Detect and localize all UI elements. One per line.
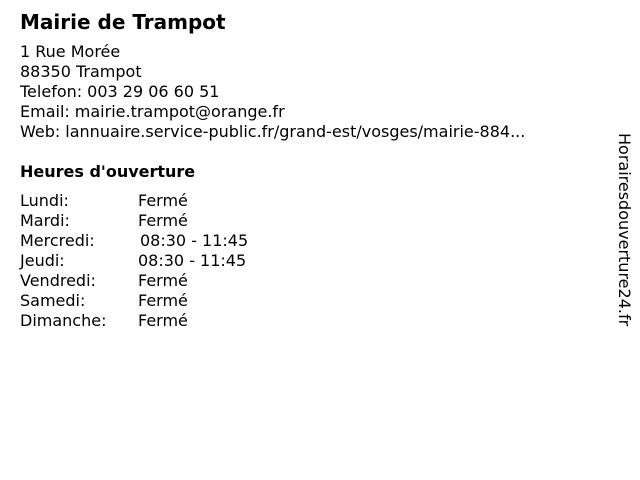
phone-label: Telefon: (20, 82, 83, 101)
phone-line (20, 82, 600, 102)
day-hours: Fermé (138, 291, 188, 310)
site-watermark: Horairesdouverture24.fr (615, 133, 634, 327)
hours-row-thursday (20, 251, 248, 271)
day-label: Jeudi: (20, 251, 65, 270)
web-label: Web: (20, 122, 61, 141)
day-hours: Fermé (138, 271, 188, 290)
opening-hours-table (20, 191, 248, 331)
day-label: Vendredi: (20, 271, 96, 290)
address-block (20, 42, 600, 142)
day-hours: 08:30 - 11:45 (140, 231, 249, 250)
day-label: Lundi: (20, 191, 69, 210)
email-address[interactable]: mairie.trampot@orange.fr (74, 102, 285, 121)
hours-row-friday (20, 271, 248, 291)
day-label: Dimanche: (20, 311, 107, 330)
day-hours: Fermé (138, 191, 188, 210)
city-postcode: 88350 Trampot (20, 62, 142, 81)
web-link[interactable]: lannuaire.service-public.fr/grand-est/vosges/mairie-884... (65, 122, 526, 141)
opening-hours-title: Heures d'ouverture (20, 162, 196, 181)
web-line (20, 122, 600, 142)
day-hours: Fermé (138, 211, 188, 230)
email-label: Email: (20, 102, 70, 121)
hours-row-saturday (20, 291, 248, 311)
business-card (20, 10, 600, 331)
phone-number[interactable]: 003 29 06 60 51 (87, 82, 220, 101)
email-line (20, 102, 600, 122)
hours-row-sunday (20, 311, 248, 331)
hours-row-wednesday (20, 231, 248, 251)
street-address: 1 Rue Morée (20, 42, 121, 61)
page-title: Mairie de Trampot (20, 10, 226, 34)
hours-row-monday (20, 191, 248, 211)
day-label: Mercredi: (20, 231, 95, 250)
day-label: Samedi: (20, 291, 86, 310)
day-label: Mardi: (20, 211, 70, 230)
day-hours: 08:30 - 11:45 (138, 251, 247, 270)
day-hours: Fermé (138, 311, 188, 330)
hours-row-tuesday (20, 211, 248, 231)
